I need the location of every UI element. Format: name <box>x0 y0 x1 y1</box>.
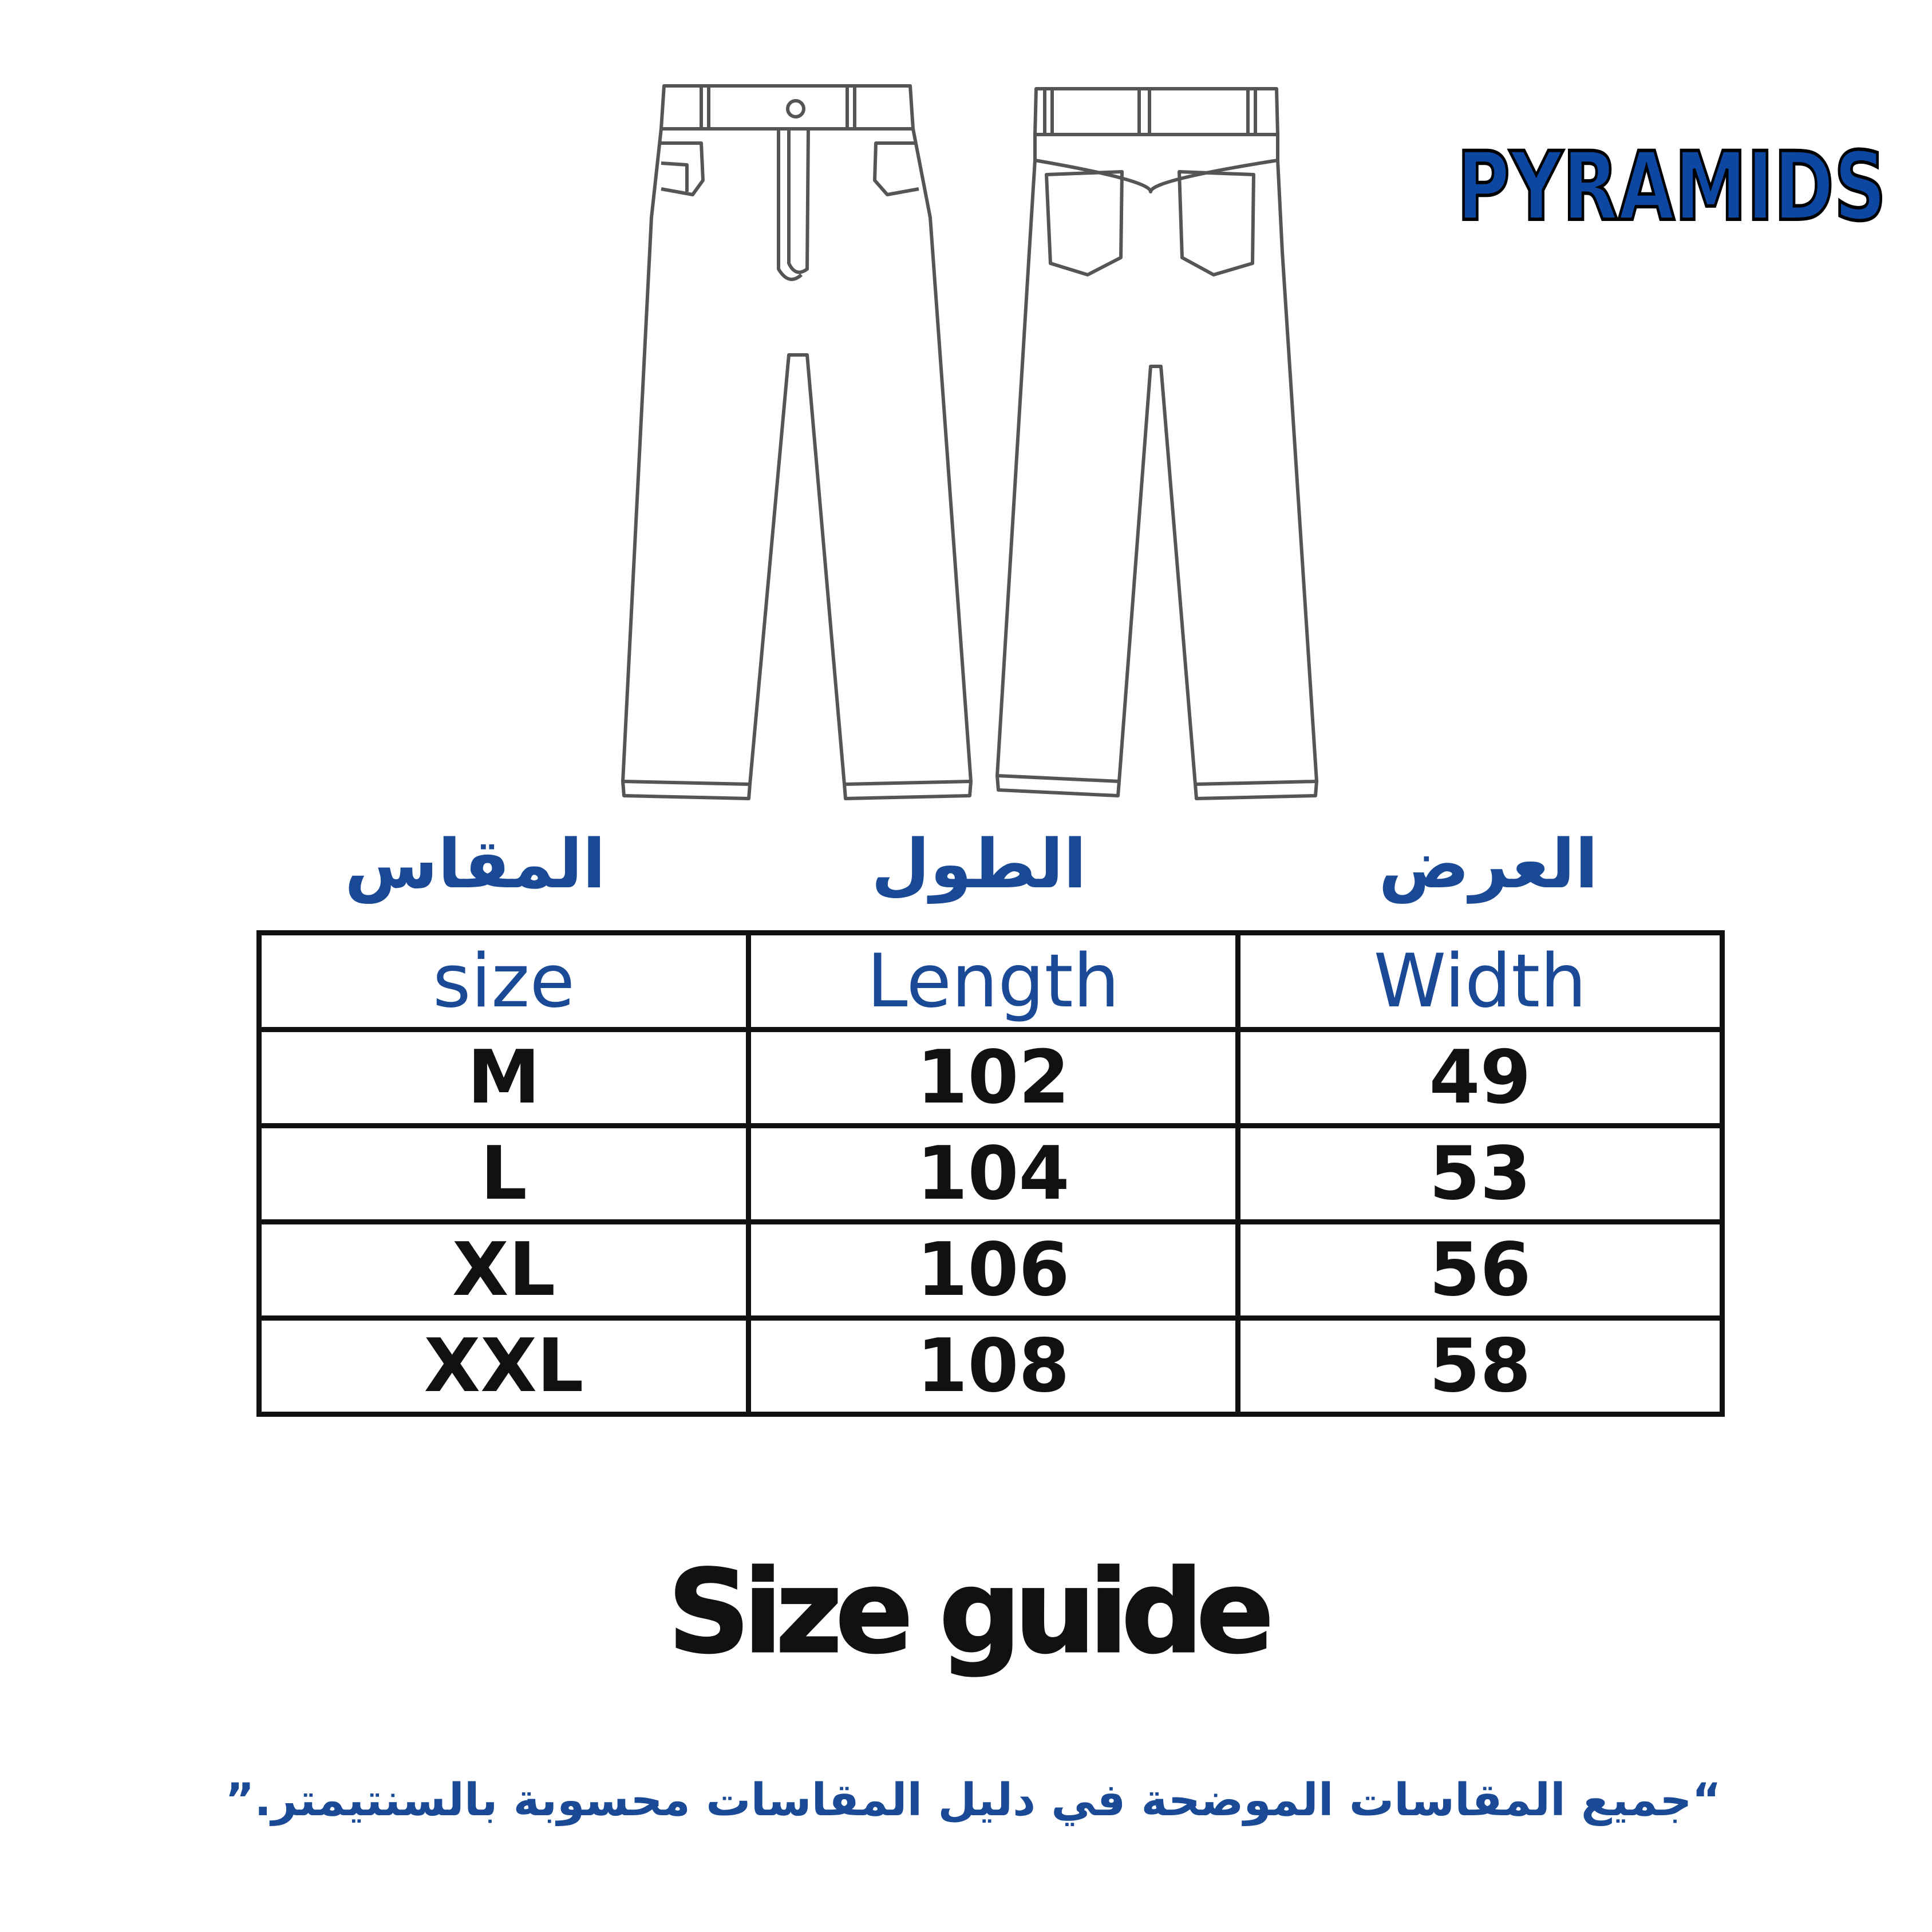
size-value: XL <box>452 1227 556 1313</box>
size-value: XXL <box>424 1323 584 1409</box>
header-size: size <box>432 938 575 1024</box>
units-note: “جميع المقاسات الموضحة في دليل المقاسات محسوبة بالسنتيمتر.” <box>225 1775 1721 1826</box>
table-row <box>262 1321 1720 1412</box>
heading-length-ar: الطول <box>871 824 1087 903</box>
size-value: L <box>480 1131 527 1216</box>
header-length: Length <box>867 938 1120 1024</box>
pants-front-icon <box>623 86 971 799</box>
width-value: 49 <box>1429 1035 1531 1120</box>
heading-size-ar: المقاس <box>345 824 606 903</box>
length-value: 104 <box>916 1131 1070 1216</box>
header-width: Width <box>1373 938 1587 1024</box>
pants-back-icon <box>997 89 1317 799</box>
width-value: 56 <box>1429 1227 1531 1313</box>
width-value: 53 <box>1429 1131 1531 1216</box>
pants-illustration <box>607 80 1351 801</box>
table-row <box>262 1224 1720 1315</box>
heading-width-ar: العرض <box>1378 824 1598 903</box>
table-row <box>262 1128 1720 1219</box>
table-row <box>262 1032 1720 1123</box>
size-table <box>256 930 1725 1417</box>
length-value: 108 <box>916 1323 1070 1409</box>
length-value: 102 <box>916 1035 1070 1120</box>
width-value: 58 <box>1429 1323 1531 1409</box>
page-title: Size guide <box>667 1546 1267 1679</box>
length-value: 106 <box>916 1227 1070 1313</box>
table-header-row <box>262 935 1720 1027</box>
svg-text:PYRAMIDS: PYRAMIDS <box>1457 146 1886 232</box>
brand-logo <box>1454 146 1889 232</box>
size-value: M <box>467 1035 540 1120</box>
